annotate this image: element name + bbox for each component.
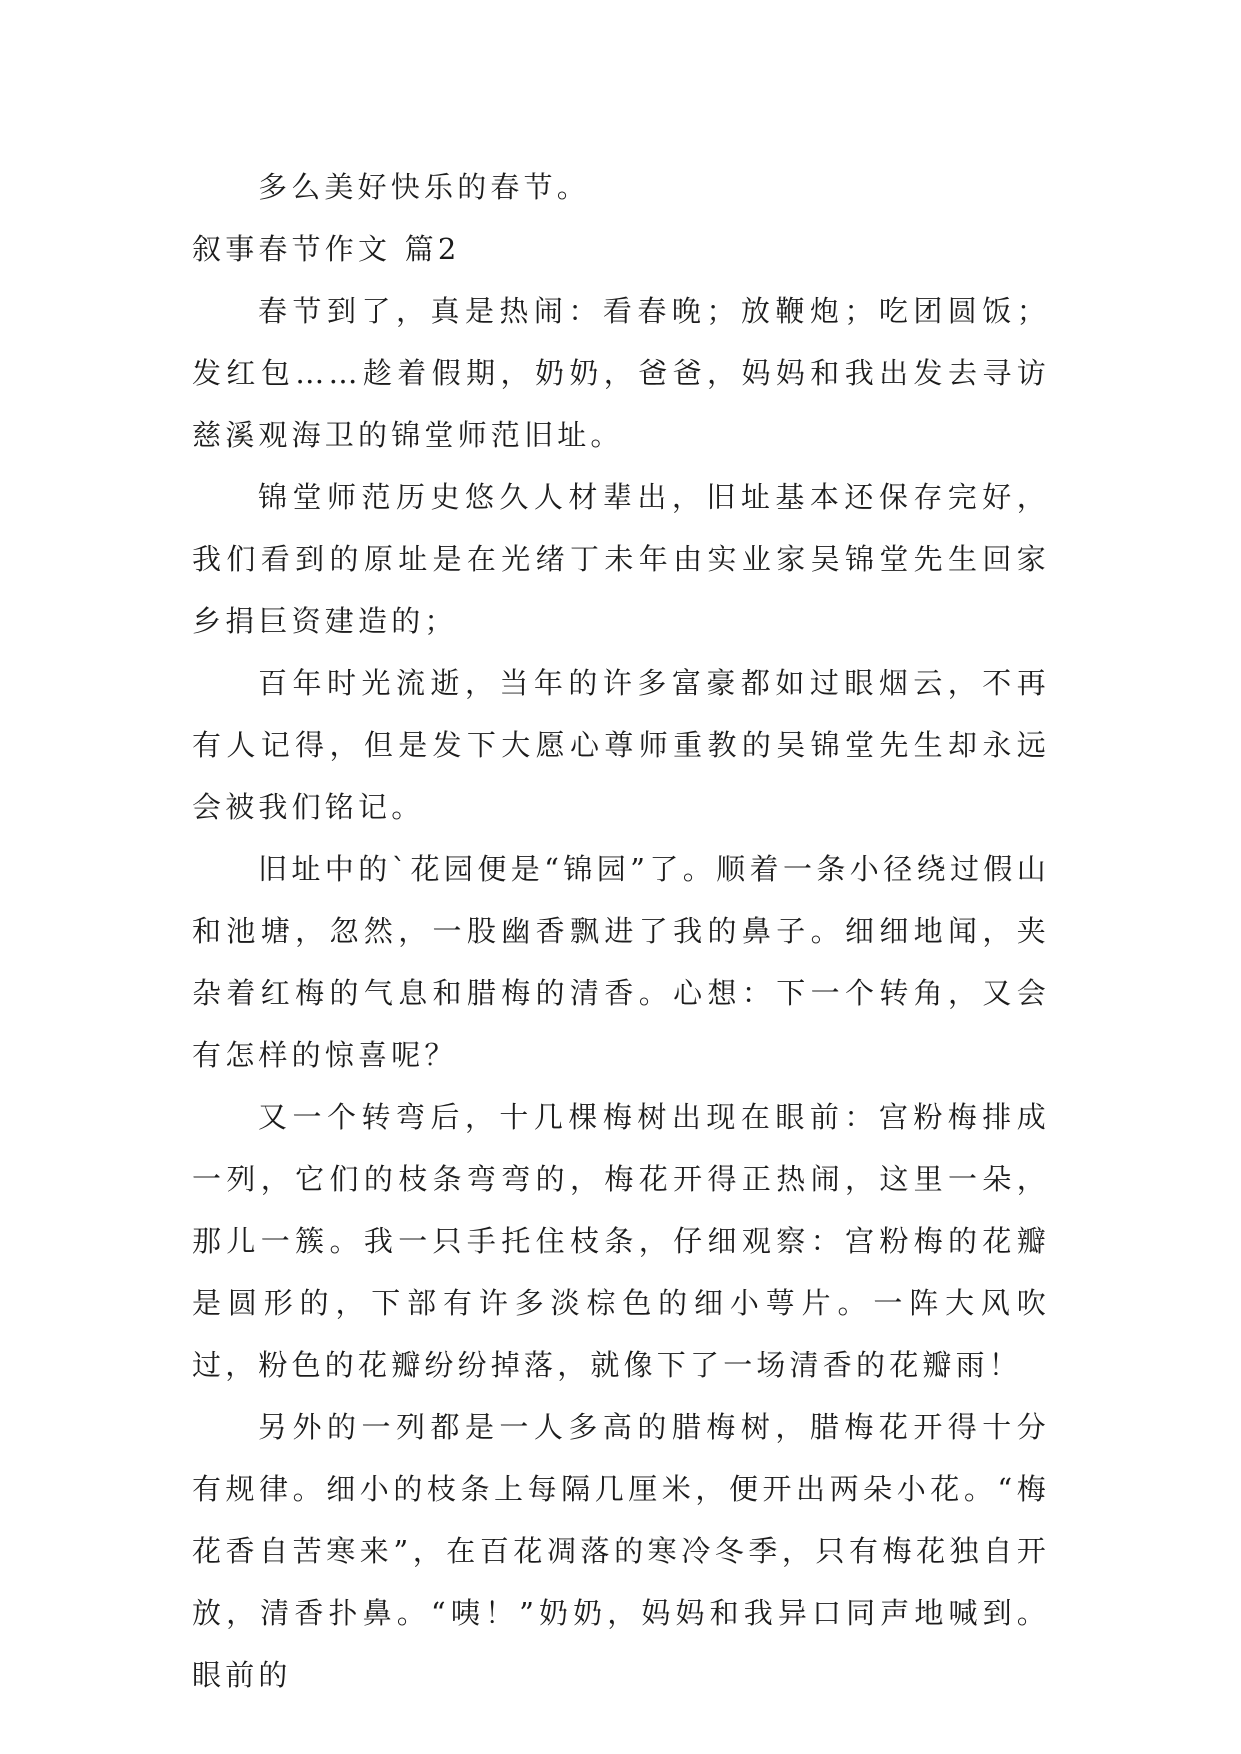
essay-heading: 叙事春节作文 篇2 — [192, 232, 461, 266]
paragraph-6: 另外的一列都是一人多高的腊梅树，腊梅花开得十分有规律。细小的枝条上每隔几厘米，便开出两朵小花。“梅花香自苦寒来”，在百花凋落的寒冷冬季，只有梅花独自开放，清香扑鼻。“咦！”奶奶，妈妈和我异口同声地喊到。眼前的 — [192, 1410, 1050, 1692]
paragraph-1: 春节到了，真是热闹：看春晚；放鞭炮；吃团圆饭；发红包……趁着假期，奶奶，爸爸，妈妈和我出发去寻访慈溪观海卫的锦堂师范旧址。 — [192, 294, 1050, 452]
paragraph-5: 又一个转弯后，十几棵梅树出现在眼前：宫粉梅排成一列，它们的枝条弯弯的，梅花开得正热闹，这里一朵，那儿一簇。我一只手托住枝条，仔细观察：宫粉梅的花瓣是圆形的，下部有许多淡棕色的细小萼片。一阵大风吹过，粉色的花瓣纷纷掉落，就像下了一场清香的花瓣雨！ — [192, 1100, 1050, 1382]
paragraph-2: 锦堂师范历史悠久人材辈出，旧址基本还保存完好，我们看到的原址是在光绪丁未年由实业家吴锦堂先生回家乡捐巨资建造的； — [192, 480, 1050, 638]
paragraph-4: 旧址中的`花园便是“锦园”了。顺着一条小径绕过假山和池塘，忽然，一股幽香飘进了我的鼻子。细细地闻，夹杂着红梅的气息和腊梅的清香。心想：下一个转角，又会有怎样的惊喜呢？ — [192, 852, 1050, 1072]
document-body — [192, 156, 1050, 1706]
paragraph-closing-line: 多么美好快乐的春节。 — [258, 170, 591, 204]
paragraph-3: 百年时光流逝，当年的许多富豪都如过眼烟云，不再有人记得，但是发下大愿心尊师重教的吴锦堂先生却永远会被我们铭记。 — [192, 666, 1050, 824]
